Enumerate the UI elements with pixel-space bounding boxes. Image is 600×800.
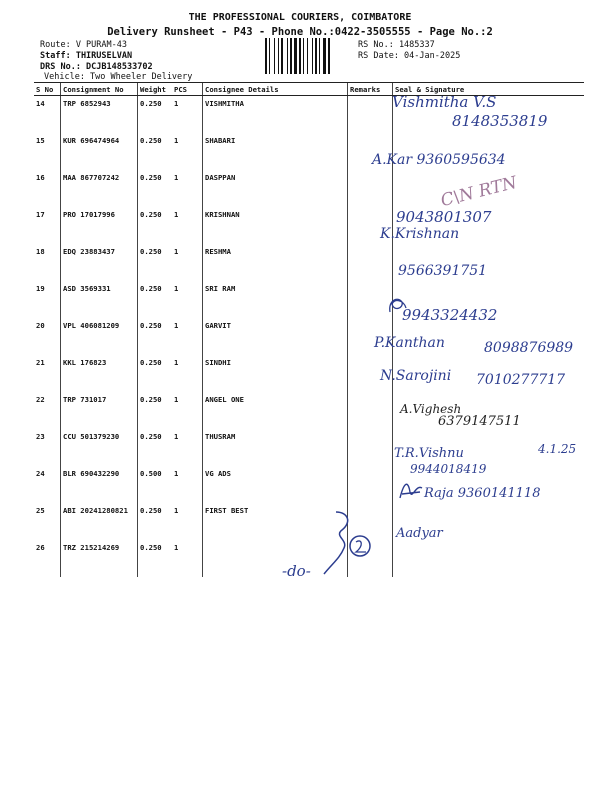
cell-pcs: 1 bbox=[174, 99, 179, 108]
table-row bbox=[34, 207, 584, 244]
cell-pcs: 1 bbox=[174, 210, 179, 219]
cell-consignment: VPL 406081209 bbox=[61, 318, 138, 355]
rs-date: RS Date: 04-Jan-2025 bbox=[358, 51, 461, 61]
cell-consignment: TRP 6852943 bbox=[61, 96, 138, 134]
cell-pcs: 1 bbox=[174, 469, 179, 478]
cell-weight: 0.500 bbox=[138, 466, 173, 503]
handwritten-ditto: -do- bbox=[282, 562, 311, 580]
vehicle-label: Vehicle: Two Wheeler Delivery bbox=[44, 72, 193, 82]
cell-remarks bbox=[348, 466, 393, 503]
cell-remarks bbox=[348, 96, 393, 134]
col-weight: Weight bbox=[138, 83, 173, 96]
cell-sno: 21 bbox=[36, 358, 45, 367]
cell-sno: 24 bbox=[36, 469, 45, 478]
cell-pcs: 1 bbox=[174, 321, 179, 330]
cell-weight: 0.250 bbox=[138, 170, 173, 207]
cell-pcs: 1 bbox=[174, 358, 179, 367]
cell-sno: 23 bbox=[36, 432, 45, 441]
cell-sno: 16 bbox=[36, 173, 45, 182]
handwritten-signature: K.Krishnan bbox=[380, 226, 460, 242]
drs-number: DRS No.: DCJB148533702 bbox=[40, 62, 153, 72]
handwritten-signature: Aadyar bbox=[396, 526, 443, 541]
barcode-icon bbox=[264, 38, 352, 74]
handwritten-remark: C\N RTN bbox=[438, 172, 519, 212]
cell-consignee: THUSRAM bbox=[203, 429, 348, 466]
cell-consignee: SHABARI bbox=[203, 133, 348, 170]
cell-consignee: ANGEL ONE bbox=[203, 392, 348, 429]
cell-sno: 22 bbox=[36, 395, 45, 404]
cell-signature bbox=[393, 540, 585, 577]
cell-consignment: PRO 17017996 bbox=[61, 207, 138, 244]
cell-weight: 0.250 bbox=[138, 207, 173, 244]
cell-consignee: VG ADS bbox=[203, 466, 348, 503]
cell-consignee: VISHMITHA bbox=[203, 96, 348, 134]
cell-consignee: FIRST BEST bbox=[203, 503, 348, 540]
cell-weight: 0.250 bbox=[138, 355, 173, 392]
col-sno: S No bbox=[34, 83, 61, 96]
cell-pcs: 1 bbox=[174, 395, 179, 404]
cell-consignee: GARVIT bbox=[203, 318, 348, 355]
cell-sno: 19 bbox=[36, 284, 45, 293]
cell-consignment: ABI 20241280821 bbox=[61, 503, 138, 540]
handwritten-phone: 9944018419 bbox=[410, 462, 487, 476]
cell-sno: 17 bbox=[36, 210, 45, 219]
cell-pcs: 1 bbox=[174, 173, 179, 182]
runsheet-title: Delivery Runsheet - P43 - Phone No.:0422-3505555 - Page No.:2 bbox=[107, 26, 493, 38]
cell-sno: 26 bbox=[36, 543, 45, 552]
cell-pcs: 1 bbox=[174, 284, 179, 293]
col-remarks: Remarks bbox=[348, 83, 393, 96]
handwritten-date: 4.1.25 bbox=[538, 442, 577, 456]
col-consignment: Consignment No bbox=[61, 83, 138, 96]
cell-consignment: TRZ 215214269 bbox=[61, 540, 138, 577]
handwritten-phone: 7010277717 bbox=[476, 372, 566, 388]
table-row bbox=[34, 503, 584, 540]
large-scribble-icon bbox=[318, 508, 378, 580]
handwritten-signature: Vishmitha V.S bbox=[392, 93, 497, 111]
cell-consignment: CCU 501379230 bbox=[61, 429, 138, 466]
cell-pcs: 1 bbox=[174, 506, 179, 515]
cell-weight: 0.250 bbox=[138, 244, 173, 281]
cell-weight: 0.250 bbox=[138, 540, 173, 577]
rs-number: RS No.: 1485337 bbox=[358, 40, 435, 50]
cell-weight: 0.250 bbox=[138, 429, 173, 466]
company-name: THE PROFESSIONAL COURIERS, COIMBATORE bbox=[188, 12, 412, 23]
cell-pcs: 1 bbox=[174, 432, 179, 441]
cell-sno: 15 bbox=[36, 136, 45, 145]
handwritten-phone: 6379147511 bbox=[438, 414, 521, 429]
cell-remarks bbox=[348, 392, 393, 429]
cell-sno: 18 bbox=[36, 247, 45, 256]
cell-consignment: ASD 3569331 bbox=[61, 281, 138, 318]
cell-consignment: BLR 690432290 bbox=[61, 466, 138, 503]
handwritten-signature: N.Sarojini bbox=[380, 368, 452, 384]
signature-scribble-icon bbox=[398, 478, 424, 502]
col-pcs: PCS bbox=[172, 83, 203, 96]
cell-pcs: 1 bbox=[174, 136, 179, 145]
handwritten-phone: 8098876989 bbox=[484, 340, 574, 356]
cell-weight: 0.250 bbox=[138, 392, 173, 429]
handwritten-phone: 8148353819 bbox=[452, 112, 548, 130]
cell-consignment: MAA 867707242 bbox=[61, 170, 138, 207]
signature-scribble-icon bbox=[386, 294, 408, 316]
table-header-row bbox=[34, 83, 584, 96]
cell-sno: 20 bbox=[36, 321, 45, 330]
col-seal-signature: Seal & Signature bbox=[393, 83, 585, 96]
handwritten-signature: P.Kanthan bbox=[374, 335, 445, 351]
cell-consignee: SRI RAM bbox=[203, 281, 348, 318]
cell-consignee: SINDHI bbox=[203, 355, 348, 392]
handwritten-signature: T.R.Vishnu bbox=[394, 446, 464, 461]
handwritten-signature: A.Vighesh bbox=[400, 402, 462, 416]
cell-consignment: TRP 731017 bbox=[61, 392, 138, 429]
cell-consignee: KRISHNAN bbox=[203, 207, 348, 244]
cell-weight: 0.250 bbox=[138, 281, 173, 318]
cell-weight: 0.250 bbox=[138, 503, 173, 540]
cell-remarks bbox=[348, 170, 393, 207]
cell-pcs: 1 bbox=[174, 247, 179, 256]
cell-consignee: RESHMA bbox=[203, 244, 348, 281]
table-row bbox=[34, 281, 584, 318]
cell-consignment: KUR 696474964 bbox=[61, 133, 138, 170]
handwritten-phone: 9566391751 bbox=[398, 263, 488, 279]
cell-weight: 0.250 bbox=[138, 318, 173, 355]
cell-consignment: KKL 176823 bbox=[61, 355, 138, 392]
col-consignee: Consignee Details bbox=[203, 83, 348, 96]
handwritten-phone: Raja 9360141118 bbox=[424, 486, 541, 501]
cell-weight: 0.250 bbox=[138, 96, 173, 134]
table-row bbox=[34, 244, 584, 281]
table-row bbox=[34, 429, 584, 466]
handwritten-phone: 9043801307 bbox=[396, 208, 492, 226]
staff-label: Staff: THIRUSELVAN bbox=[40, 51, 133, 61]
cell-sno: 14 bbox=[36, 99, 45, 108]
cell-remarks bbox=[348, 244, 393, 281]
route-label: Route: V PURAM-43 bbox=[40, 40, 127, 50]
cell-consignment: EDQ 23883437 bbox=[61, 244, 138, 281]
cell-consignee: DASPPAN bbox=[203, 170, 348, 207]
handwritten-signature: A.Kar 9360595634 bbox=[372, 152, 506, 168]
cell-pcs: 1 bbox=[174, 543, 179, 552]
cell-weight: 0.250 bbox=[138, 133, 173, 170]
cell-sno: 25 bbox=[36, 506, 45, 515]
handwritten-phone: 9943324432 bbox=[402, 306, 498, 324]
cell-remarks bbox=[348, 429, 393, 466]
